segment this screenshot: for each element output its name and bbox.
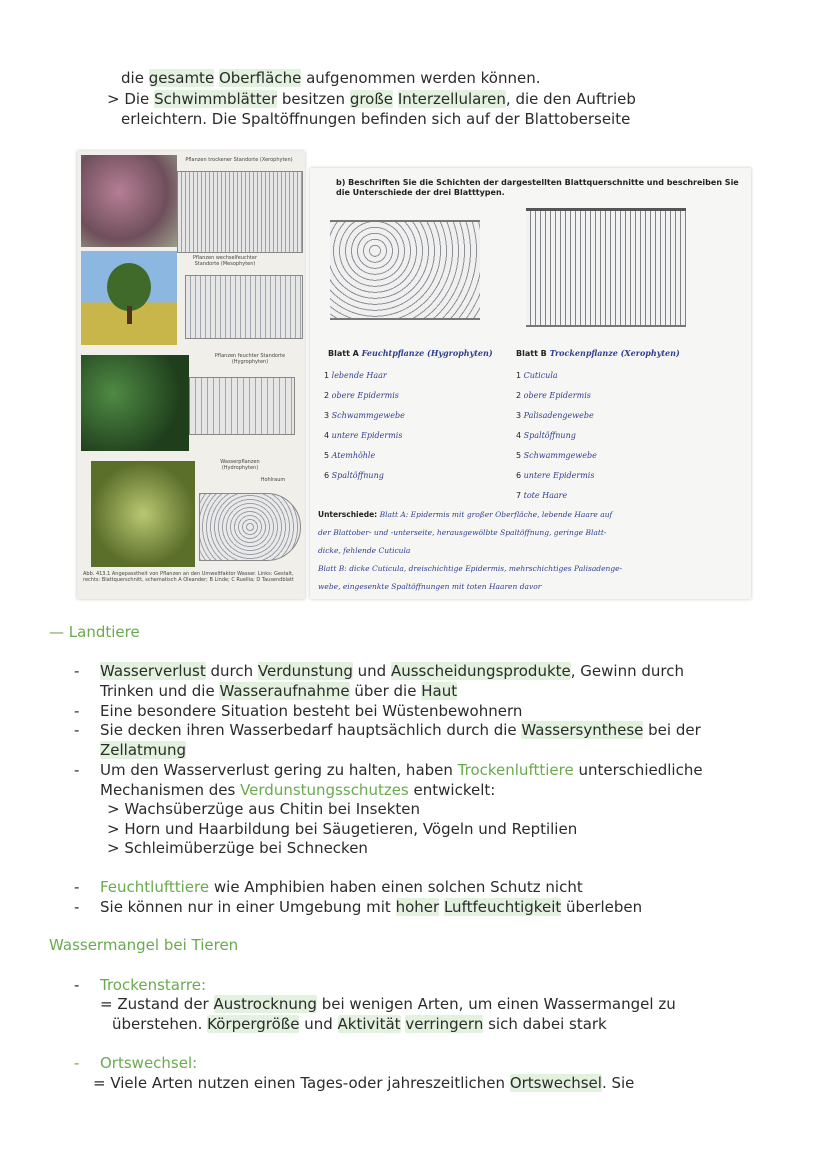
dash-2: -: [74, 702, 80, 720]
ruellia-photo: [81, 355, 189, 451]
blatt-a-item: 5 Atemhöhle: [324, 451, 376, 460]
sub-item-1: > Wachsüberzüge aus Chitin bei Insekten: [107, 800, 421, 818]
blatt-a-title: Blatt A: [328, 349, 359, 358]
wassermangel-heading: Wassermangel bei Tieren: [49, 936, 239, 954]
blatt-a-item: 1 lebende Haar: [324, 371, 387, 380]
label-hohlraum: Hohlraum: [260, 477, 286, 483]
blatt-b-title: Blatt B: [516, 349, 547, 358]
blatt-a-list: [324, 366, 405, 486]
section-xerophyten: [177, 171, 303, 253]
bullet-4: Um den Wasserverlust gering zu halten, haben Trockenlufttiere unterschiedliche: [100, 761, 703, 779]
worksheet-task: b) Beschriften Sie die Schichten der dargestellten Blattquerschnitte und beschreiben Sie die Unterschiede der drei Blatttypen.: [336, 178, 739, 197]
blatt-a-item: 2 obere Epidermis: [324, 391, 399, 400]
label-hydrophyten: Wasserpflanzen (Hydrophyten): [220, 459, 260, 471]
blatt-a-type: Feuchtpflanze (Hygrophyten): [361, 348, 493, 358]
blatt-b-type: Trockenpflanze (Xerophyten): [549, 348, 680, 358]
bullet-6: Sie können nur in einer Umgebung mit hoher Luftfeuchtigkeit überleben: [100, 898, 643, 916]
bullet-4-cont: Mechanismen des Verdunstungsschutzes entwickelt:: [100, 781, 496, 799]
blatt-b-item: 3 Palisadengewebe: [516, 411, 594, 420]
section-hydrophyten: [199, 493, 301, 561]
blatt-b-item: 1 Cuticula: [516, 371, 558, 380]
dash-3: -: [74, 721, 80, 739]
trockenstarre-label: Trockenstarre:: [100, 976, 207, 994]
dash-6: -: [74, 898, 80, 916]
blatt-b-item: 7 tote Haare: [516, 491, 568, 500]
trockenstarre-line-2: überstehen. Körpergröße und Aktivität verringern sich dabei stark: [112, 1015, 607, 1033]
bullet-3-cont: Zellatmung: [100, 741, 187, 759]
sub-item-3: > Schleimüberzüge bei Schnecken: [107, 839, 368, 857]
oleander-photo: [81, 155, 177, 247]
bullet-3: Sie decken ihren Wasserbedarf hauptsächlich durch die Wassersynthese bei der: [100, 721, 701, 739]
linde-photo: [81, 251, 177, 345]
tausendblatt-photo: [91, 461, 195, 567]
bullet-2: Eine besondere Situation besteht bei Wüstenbewohnern: [100, 702, 523, 720]
dash-7: -: [74, 976, 80, 994]
top-line-1: die gesamte Oberfläche aufgenommen werden können.: [121, 69, 541, 87]
blatt-a-item: 6 Spaltöffnung: [324, 471, 384, 480]
dash-1: -: [74, 662, 80, 680]
blatt-b-item: 5 Schwammgewebe: [516, 451, 597, 460]
blatt-a-item: 3 Schwammgewebe: [324, 411, 405, 420]
blatt-b-item: 6 untere Epidermis: [516, 471, 595, 480]
top-line-3: erleichtern. Die Spaltöffnungen befinden sich auf der Blattoberseite: [121, 110, 631, 128]
top-line-2: > Die Schwimmblätter besitzen große Interzellularen, die den Auftrieb: [107, 90, 636, 108]
bullet-5: Feuchtlufttiere wie Amphibien haben einen solchen Schutz nicht: [100, 878, 583, 896]
leaf-section-a: [330, 220, 480, 320]
ortswechsel-line-1: = Viele Arten nutzen einen Tages-oder jahreszeitlichen Ortswechsel. Sie: [93, 1074, 635, 1092]
blatt-b-list: [516, 366, 597, 506]
label-mesophyten: Pflanzen wechselfeuchter Standorte (Mesophyten): [192, 255, 258, 267]
label-xerophyten: Pflanzen trockener Standorte (Xerophyten): [185, 157, 293, 163]
figure-caption: Abb. 413.1 Angepasstheit von Pflanzen an den Umweltfaktor Wasser. Links: Gestalt, rechts: Blattquerschnitt, schematisch A Oleander; B Linde; C Ruellia; D Tausendblatt: [83, 571, 294, 583]
blatt-a-item: 4 untere Epidermis: [324, 431, 403, 440]
bullet-1: Wasserverlust durch Verdunstung und Ausscheidungsprodukte, Gewinn durch: [100, 662, 684, 680]
leaf-section-b: [526, 208, 686, 327]
dash-4: -: [74, 761, 80, 779]
textbook-photo: [77, 151, 305, 599]
section-mesophyten: [185, 275, 303, 339]
sub-item-2: > Horn und Haarbildung bei Säugetieren, Vögeln und Reptilien: [107, 820, 578, 838]
worksheet-photo: [310, 168, 751, 599]
dash-5: -: [74, 878, 80, 896]
label-hygrophyten: Pflanzen feuchter Standorte (Hygrophyten): [214, 353, 286, 365]
section-hygrophyten: [189, 377, 295, 435]
blatt-b-item: 2 obere Epidermis: [516, 391, 591, 400]
trockenstarre-line-1: = Zustand der Austrocknung bei wenigen Arten, um einen Wassermangel zu: [100, 995, 676, 1013]
unterschiede-block: Unterschiede: Blatt A: Epidermis mit großer Oberfläche, lebende Haare auf der Blattober- und -unterseite, herausgewölbte Spaltöffnung, geringe Blatt- dicke, fehlende Cuticula Blatt B: dicke Cuticula, dreischichtige Epidermis, mehrschichtiges Palisadenge- webe, eingesenkte Spaltöffnungen mit toten Haaren davor: [318, 510, 623, 591]
bullet-1-cont: Trinken und die Wasseraufnahme über die Haut: [100, 682, 458, 700]
ortswechsel-label: Ortswechsel:: [100, 1054, 198, 1072]
landtiere-heading: — Landtiere: [49, 623, 140, 641]
dash-8: -: [74, 1054, 80, 1072]
blatt-b-item: 4 Spaltöffnung: [516, 431, 576, 440]
